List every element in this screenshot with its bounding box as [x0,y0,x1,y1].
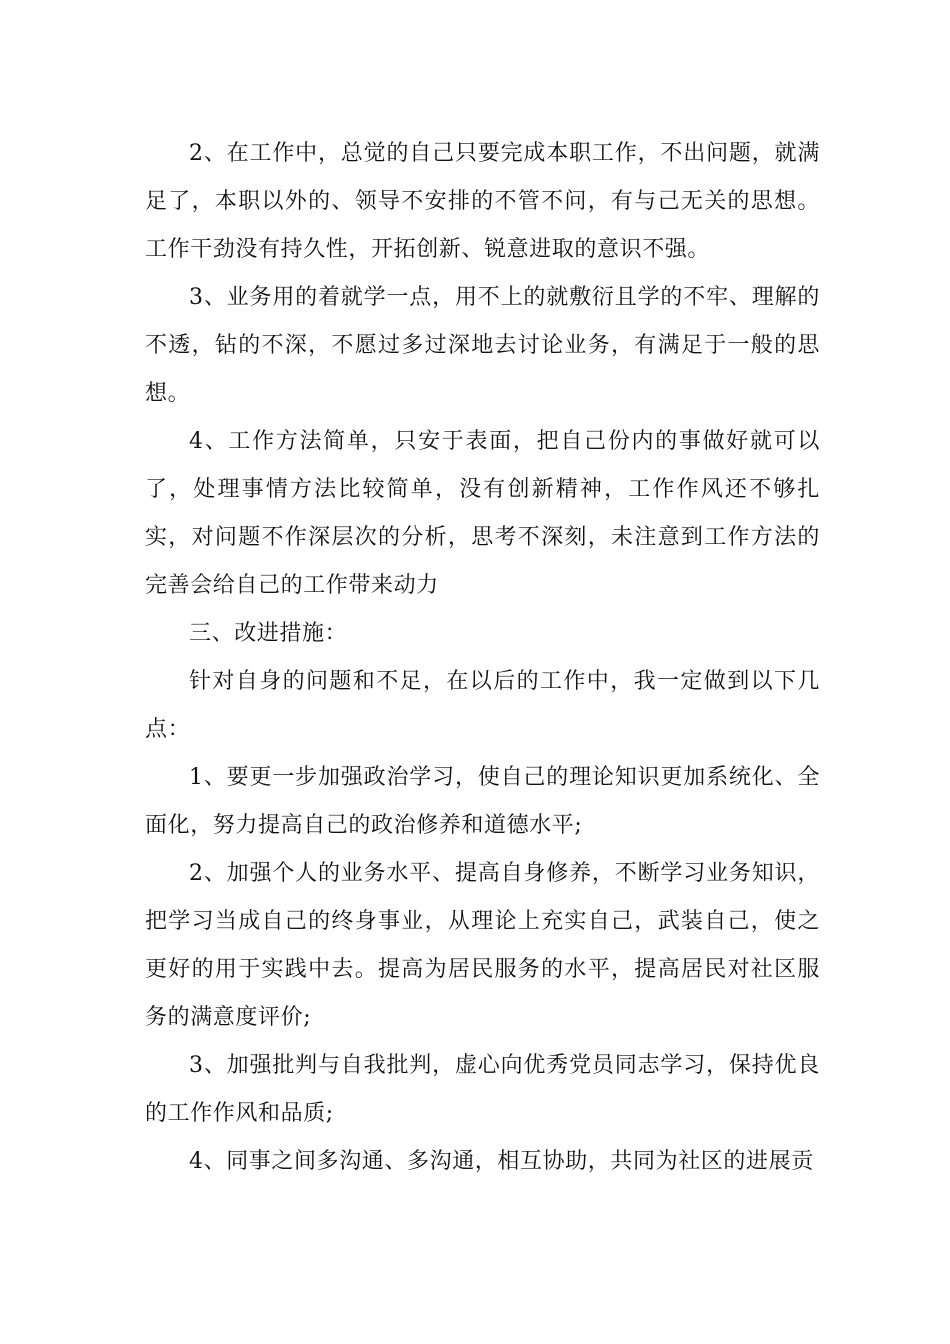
paragraph-improvement-intro: 针对自身的问题和不足，在以后的工作中，我一定做到以下几点： [145,669,820,742]
paragraph-business-study: 3、业务用的着就学一点，用不上的就敷衍且学的不牢、理解的不透，钻的不深，不愿过多过深地去讨论业务，有满足于一般的思想。 [145,285,820,406]
paragraph-work-attitude: 2、在工作中，总觉的自己只要完成本职工作，不出问题，就满足了，本职以外的、领导不安排的不管不问，有与己无关的思想。工作干劲没有持久性，开拓创新、锐意进取的意识不强。 [145,141,820,262]
paragraph-measure-political-study: 1、要更一步加强政治学习，使自己的理论知识更加系统化、全面化，努力提高自己的政治修养和道德水平; [145,765,820,838]
section-heading-improvement: 三、改进措施： [189,621,348,646]
paragraph-measure-communication: 4、同事之间多沟通、多沟通，相互协助，共同为社区的进展贡 [189,1149,814,1174]
document-body [145,130,820,1186]
paragraph-measure-business-level: 2、加强个人的业务水平、提高自身修养，不断学习业务知识，把学习当成自己的终身事业，从理论上充实自己，武装自己，使之更好的用于实践中去。提高为居民服务的水平，提高居民对社区服务的满意度评价; [145,861,820,1030]
paragraph-measure-criticism: 3、加强批判与自我批判，虚心向优秀党员同志学习，保持优良的工作作风和品质; [145,1053,820,1126]
paragraph-work-method: 4、工作方法简单，只安于表面，把自己份内的事做好就可以了，处理事情方法比较简单，没有创新精神，工作作风还不够扎实，对问题不作深层次的分析，思考不深刻，未注意到工作方法的完善会给自己的工作带来动力 [145,429,820,598]
